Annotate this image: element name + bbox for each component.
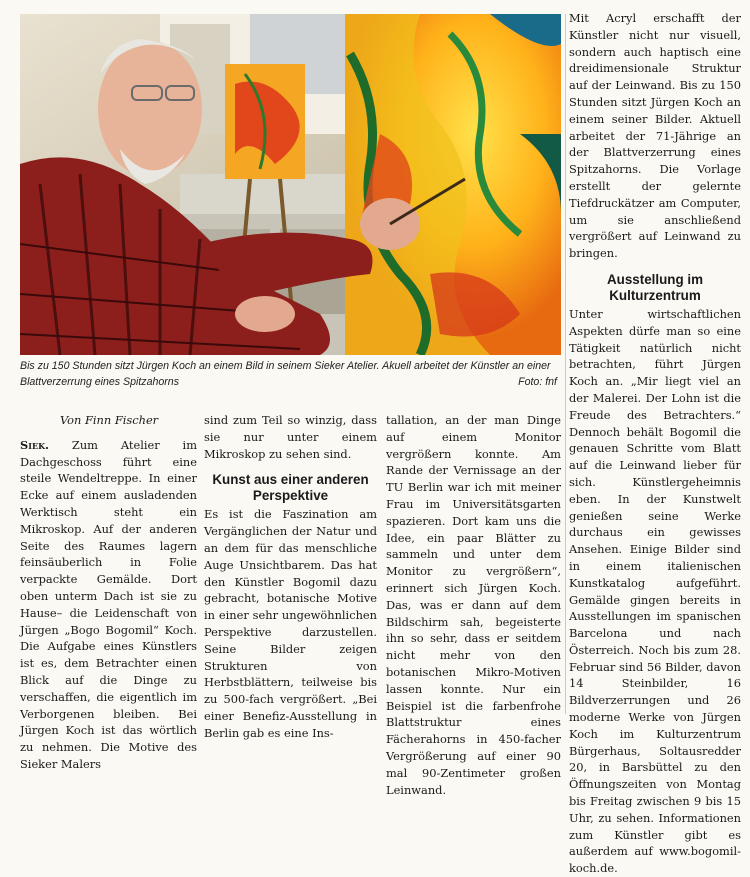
column-4-text-2: Unter wirtschaftlichen Aspekten dürfe man so eine Tätigkeit natürlich nicht betrachten, führt Jürgen Koch an. „Mir liegt viel an der Malerei. Der Lohn ist die Freude des Betrachters.“ Dennoch behält Bogomil die genauen Schritte vom Blatt auf die Leinwand lieber für sich. Künstlergeheimnis eben. In der Kunstwelt genießen seine Werke durchaus ein gewisses Ansehen. Einige Bilder sind in einem italienischen Kunstkatalog aufgeführt. Gemälde gingen bereits in Ausstellungen im spanischen Barcelona und nach Österreich. Noch bis zum 28. Februar sind 56 Bilder, davon 14 Steinbilder, 16 Bildverzerrungen und 26 moderne Werke von Jürgen Koch im Kulturzentrum Bürgerhaus, Soltausredder 20, in Barsbüttel zu den Öffnungszeiten von Montag bis Freitag zwischen 9 bis 15 Uhr, zu sehen. Informationen zum Künstler gibt es außerdem auf www.bogomil-koch.de.	[569, 306, 741, 876]
article-photo	[20, 14, 561, 355]
column-4-text-1: Mit Acryl erschafft der Künstler nicht nur visuell, sondern auch haptisch eine dreidimensionale Struktur auf der Leinwand. Bis zu 150 Stunden sitzt Jürgen Koch an einem seiner Bilder. Aktuell arbeitet der 71-Jährige an der Blattverzerrung eines Spitzahorns. Die Vorlage erstellt der gelernte Tiefdruckätzer am Computer, um sie anschließend vergrößert auf Leinwand zu bringen.	[569, 11, 741, 261]
article-column-3	[386, 412, 561, 798]
article-column-2	[204, 412, 377, 742]
photo-caption	[20, 358, 561, 390]
column-3-text: tallation, an der man Dinge auf einem Monitor vergrößern konnte. Am Rande der Vernissage an der TU Berlin war ich mit meiner Frau im Universitätsgarten spazieren. Dort kam uns die Idee, ein paar Blätter zu sammeln und unter dem Monitor zu vergrößern“, erinnert sich Jürgen Koch. Das, was er dann auf dem Bildschirm sah, begeisterte ihn so sehr, dass er seitdem nicht mehr von den botanischen Mikro-Motiven lassen konnte. Nur ein Beispiel ist die farbenfrohe Blattstruktur eines Fächerahorns in 450-facher Vergrößerung auf einer 90 mal 90-Zentimeter großen Leinwand.	[386, 413, 561, 797]
subheading-perspective: Kunst aus einer anderen Perspektive	[212, 472, 369, 504]
dateline: Siek.	[20, 437, 49, 452]
photo-credit: Foto: fnf	[518, 376, 557, 388]
column-1-text: Zum Atelier im Dachgeschoss führt eine steile Wendeltreppe. In einer Ecke auf einem ausladenden Werktisch steht ein Mikroskop. Auf der anderen Seite des Raumes lagern feinsäuberlich in Folie verpackte Gemälde. Dort oben unterm Dach ist sie zu Hause– die Leidenschaft von Jürgen „Bogo Bogomil“ Koch. Die Aufgabe eines Künstlers ist es, dem Betrachter einen Blick auf die Dinge zu verschaffen, die eigentlich im Verborgenen bleiben. Bei Jürgen Koch ist das wörtlich zu nehmen. Die Motive des Sieker Malers	[20, 437, 198, 771]
column-divider	[565, 14, 566, 714]
subheading-exhibition: Ausstellung im Kulturzentrum	[607, 271, 703, 303]
painter-photo-illustration	[20, 14, 561, 355]
byline: Von Finn Fischer	[60, 413, 159, 427]
article-column-4	[569, 10, 741, 877]
column-2-text-1: sind zum Teil so winzig, dass sie nur unter einem Mikroskop zu sehen sind.	[204, 413, 377, 461]
article-column-1	[20, 412, 197, 773]
column-2-text-2: Es ist die Faszination am Vergänglichen der Natur und an dem für das menschliche Auge Unsichtbarem. Das hat den Künstler Bogomil dazu gebracht, botanische Motive in einer sehr ungewöhnlichen Perspektive darzustellen. Seine Bilder zeigen Strukturen von Herbstblättern, teilweise bis zu 500-fach vergrößert. „Bei einer Benefiz-Ausstellung in Berlin gab es eine Ins-	[204, 507, 377, 740]
caption-text: Bis zu 150 Stunden sitzt Jürgen Koch an einem Bild in seinem Sieker Atelier. Akuell arbeitet der Künstler an einer Blattverzerrung eines Spitzahorns	[20, 360, 551, 388]
column-1-paragraph	[20, 437, 197, 773]
